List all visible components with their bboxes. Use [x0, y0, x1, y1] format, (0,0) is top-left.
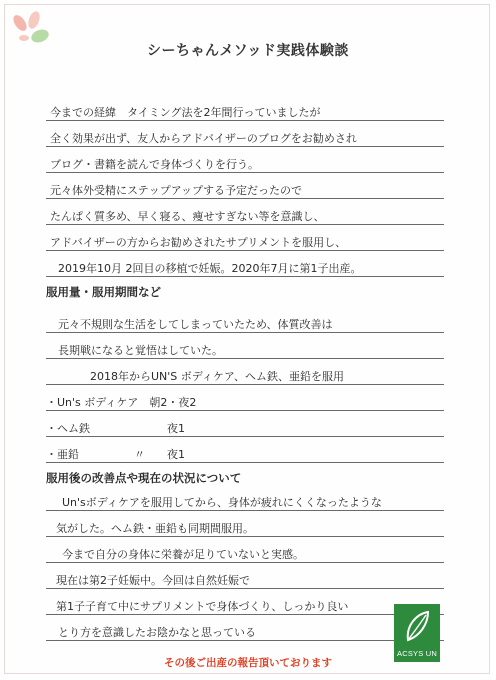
- note-line: 現在は第2子妊娠中。今回は自然妊娠で: [56, 574, 250, 587]
- note-line: ・亜鉛 〃 夜1: [46, 448, 185, 461]
- rule-line: [46, 410, 444, 411]
- brand-badge: [394, 604, 440, 662]
- rule-line: [46, 640, 444, 641]
- rule-line: [46, 146, 444, 147]
- note-line: 今まで自分の身体に栄養が足りていないと実感。: [62, 548, 304, 561]
- note-line: 気がした。ヘム鉄・亜鉛も同期間服用。: [56, 522, 254, 535]
- rule-line: [46, 536, 444, 537]
- note-line: 2018年からUN'S ボディケア、ヘム鉄、亜鉛を服用: [90, 370, 345, 383]
- rule-line: [46, 172, 444, 173]
- rule-line: [46, 510, 444, 511]
- section-heading-dosage: 服用量・服用期間など: [46, 285, 161, 299]
- rule-line: [46, 198, 444, 199]
- note-line: 長期戦になると覚悟はしていた。: [58, 344, 223, 357]
- rule-line: [46, 250, 444, 251]
- note-line: とり方を意識したお陰かなと思っている: [58, 626, 256, 639]
- note-line: ・Un's ボディケア 朝2・夜2: [46, 396, 197, 409]
- rule-line: [46, 332, 444, 333]
- note-line: 元々不規則な生活をしてしまっていたため、体質改善は: [58, 318, 333, 331]
- leaf-logo-icon: [394, 606, 440, 648]
- note-line: ブログ・書籍を読んで身体づくりを行う。: [50, 158, 259, 171]
- brand-name: ACSYS UN: [397, 649, 437, 658]
- section-heading-improvements: 服用後の改善点や現在の状況について: [46, 471, 242, 485]
- rule-line: [46, 276, 444, 277]
- note-line: Un'sボディケアを服用してから、身体が疲れにくくなったような: [62, 496, 382, 509]
- rule-line: [46, 120, 444, 121]
- note-line: 2019年10月 2回目の移植で妊娠。2020年7月に第1子出産。: [58, 262, 362, 275]
- note-line: 第1子子育て中にサプリメントで身体づくり、しっかり良い: [56, 600, 349, 613]
- rule-line: [46, 436, 444, 437]
- note-line: たんぱく質多め、早く寝る、痩せすぎない等を意識し、: [50, 210, 325, 223]
- rule-line: [46, 224, 444, 225]
- footer-note: その後ご出産の報告頂いております: [164, 657, 332, 669]
- rule-line: [46, 562, 444, 563]
- rule-line: [46, 384, 444, 385]
- note-line: 全く効果が出ず、友人からアドバイザーのブログをお勧めされ: [50, 132, 357, 145]
- rule-line: [46, 588, 444, 589]
- rule-line: [46, 462, 444, 463]
- rule-line: [46, 358, 444, 359]
- note-line: アドバイザーの方からお勧めされたサプリメントを服用し、: [50, 236, 347, 249]
- note-line: 今までの経緯 タイミング法を2年間行っていましたが: [50, 106, 321, 119]
- note-line: ・ヘム鉄 夜1: [46, 422, 185, 435]
- rule-line: [46, 614, 444, 615]
- note-line: 元々体外受精にステップアップする予定だったので: [50, 184, 303, 197]
- page-title: シーちゃんメソッド実践体験談: [147, 43, 349, 59]
